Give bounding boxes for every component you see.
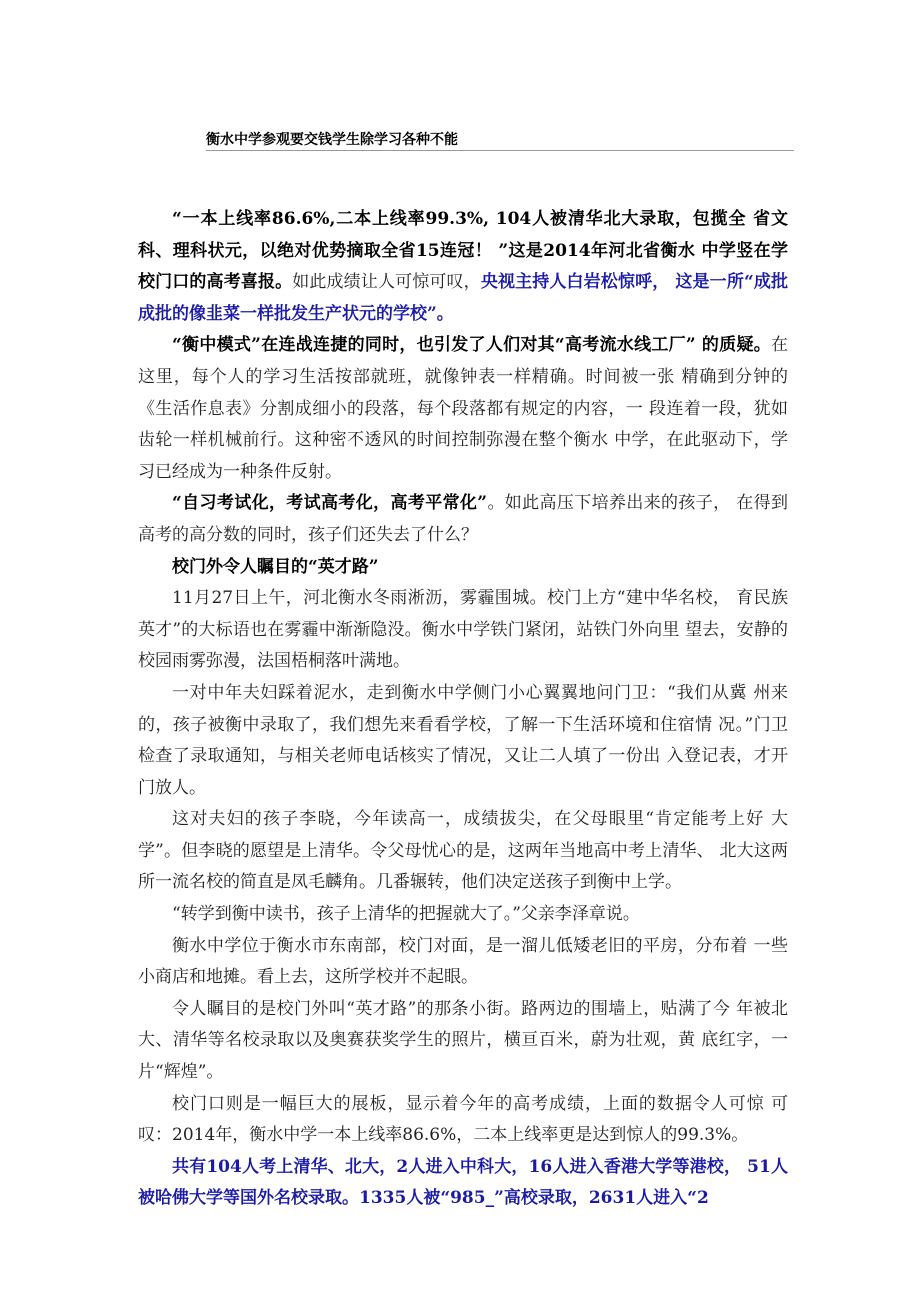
text-run: “自习考试化，考试高考化，高考平常化” xyxy=(172,493,488,514)
paragraph-school-location xyxy=(138,931,788,994)
text-run: 衡水中学位于衡水市东南部，校门对面，是一溜儿低矮老旧的平房，分布着 一些小商店和地摊。看上去，这所学校并不起眼。 xyxy=(138,935,788,988)
text-run: 。如此高压下培养出来的孩子， 在得到高考的高分数的同时，孩子们还失去了什么？ xyxy=(138,493,788,545)
paragraph-father-quote xyxy=(138,899,788,931)
article-body xyxy=(138,204,788,1215)
paragraph-couple xyxy=(138,678,788,804)
text-run: 如此成绩让人可惊可叹， xyxy=(292,272,481,293)
paragraph-intro xyxy=(138,204,788,330)
text-run: 11月27日上午，河北衡水冬雨淅沥，雾霾围城。校门上方“建中华名校， 育民族英才”的大标语也在雾霾中渐渐隐没。衡水中学铁门紧闭，站铁门外向里 望去，安静的校园雨雾弥漫，法国梧桐落叶满地。 xyxy=(138,588,788,672)
paragraph-admission-stats xyxy=(138,1152,788,1215)
paragraph-talent-road xyxy=(138,994,788,1089)
text-run: 令人瞩目的是校门外叫“英才路”的那条小街。路两边的围墙上，贴满了今 年被北大、清华等名校录取以及奥赛获奖学生的照片，横亘百米，蔚为壮观，黄 底红字，一片“辉煌”。 xyxy=(138,998,788,1083)
page-header-title: 衡水中学参观要交钱学生除学习各种不能 xyxy=(206,131,794,151)
text-run: “衡中模式”在连战连捷的同时，也引发了人们对其“高考流水线工厂” 的质疑。 xyxy=(172,335,771,356)
paragraph-li-xiao xyxy=(138,804,788,899)
section-heading xyxy=(138,552,788,584)
text-run: 校门口则是一幅巨大的展板，显示着今年的高考成绩，上面的数据令人可惊 可叹：2014年，衡水中学一本上线率86.6%，二本上线率更是达到惊人的99.3%。 xyxy=(138,1093,788,1146)
text-run: 在这里，每个人的学习生活按部就班，就像钟表一样精确。时间被一张 精确到分钟的《生活作息表》分割成细小的段落，每个段落都有规定的内容，一 段连着一段，犹如齿轮一样机械前行。这种密不透风的时间控制弥漫在整个衡水 中学，在此驱动下，学习已经成为一种条件反射。 xyxy=(138,335,788,482)
section-heading-text: 校门外令人瞩目的“英才路” xyxy=(172,556,379,577)
text-run: 一对中年夫妇踩着泥水，走到衡水中学侧门小心翼翼地问门卫：“我们从冀 州来的，孩子被衡中录取了，我们想先来看看学校，了解一下生活环境和住宿情 况。”门卫检查了录取通知，与相关老师电话核实了情况，又让二人填了一份出 入登记表，才开门放人。 xyxy=(138,682,788,798)
text-run: “一本上线率86.6%,二本上线率99.3%, 104人被清华北大录取，包揽全 省文科、理科状元，以绝对优势摘取全省15连冠！ ”这是2014年河北省衡水 中学竖在学校门口的高考喜报。 xyxy=(138,209,788,293)
highlighted-text-run: 共有104人考上清华、北大，2人进入中科大，16人进入香港大学等港校， 51人被哈佛大学等国外名校录取。1335人被“985_”高校录取，2631人进入“2 xyxy=(138,1156,788,1209)
text-run: 这对夫妇的孩子李晓，今年读高一，成绩拔尖，在父母眼里“肯定能考上好 大学”。但李晓的愿望是上清华。令父母忧心的是，这两年当地高中考上清华、 北大这两所一流名校的简直是凤毛麟角。几番辗转，他们决定送孩子到衡中上学。 xyxy=(138,809,788,893)
paragraph-exhibition-board xyxy=(138,1089,788,1152)
paragraph-november-morning xyxy=(138,583,788,678)
paragraph-exam-pressure xyxy=(138,488,788,551)
highlighted-text-run: 央视主持人白岩松惊呼， 这是一所“成批成批的像韭菜一样批发生产状元的学校”。 xyxy=(138,272,789,324)
paragraph-hengzhong-model xyxy=(138,330,788,488)
text-run: “转学到衡中读书，孩子上清华的把握就大了。”父亲李泽章说。 xyxy=(172,904,640,925)
